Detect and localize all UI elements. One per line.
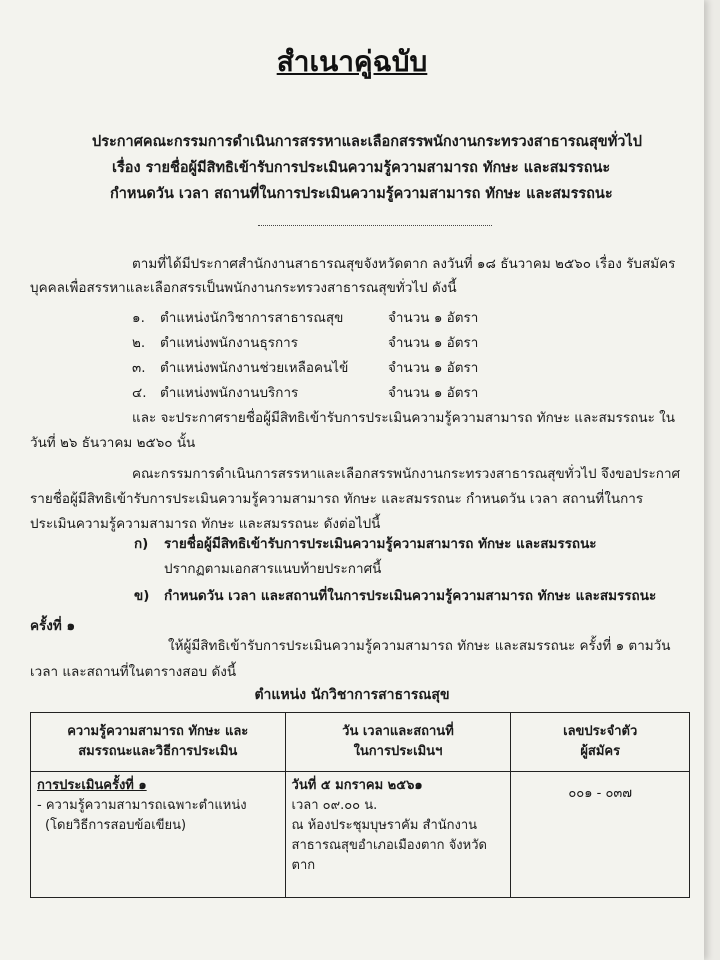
exam-place-line-1: ณ ห้องประชุมบุษราคัม สำนักงาน xyxy=(291,818,478,833)
position-name-1: ตำแหน่งนักวิชาการสาธารณสุข xyxy=(160,310,344,326)
position-title: ตำแหน่ง นักวิชาการสาธารณสุข xyxy=(254,687,450,703)
paragraph-3-line-2: รายชื่อผู้มีสิทธิเข้ารับการประเมินความรู้ความสามารถ ทักษะ และสมรรถนะ กำหนดวัน เวลา สถานที่ในการ xyxy=(30,491,644,507)
paragraph-2-line-1: และ จะประกาศรายชื่อผู้มีสิทธิเข้ารับการประเมินความรู้ความสามารถ ทักษะ และสมรรถนะ ใน xyxy=(132,410,675,426)
separator-line xyxy=(258,225,492,226)
position-count-3: จำนวน ๑ อัตรา xyxy=(388,360,479,376)
position-name-3: ตำแหน่งพนักงานช่วยเหลือคนไข้ xyxy=(160,360,349,376)
position-count-4: จำนวน ๑ อัตรา xyxy=(388,385,479,401)
position-name-2: ตำแหน่งพนักงานธุรการ xyxy=(160,335,298,351)
exam-place-line-3: ตาก xyxy=(291,858,316,873)
round-label: การประเมินครั้งที่ ๑ xyxy=(37,778,147,793)
paragraph-4-line-2: เวลา และสถานที่ในตารางสอบ ดังนี้ xyxy=(30,664,237,680)
header-subject: เรื่อง รายชื่อผู้มีสิทธิเข้ารับการประเมินความรู้ความสามารถ ทักษะ และสมรรถนะ xyxy=(112,160,611,176)
paragraph-2-line-2: วันที่ ๒๖ ธันวาคม ๒๕๖๐ นั้น xyxy=(30,435,196,451)
exam-time: เวลา ๐๙.๐๐ น. xyxy=(291,798,378,813)
column-header-applicant-id: เลขประจำตัว ผู้สมัคร xyxy=(511,713,690,772)
paragraph-3-line-1: คณะกรรมการดำเนินการสรรหาและเลือกสรรพนักงานกระทรวงสาธารณสุขทั่วไป จึงขอประกาศ xyxy=(132,466,681,482)
paragraph-4-line-1: ให้ผู้มีสิทธิเข้ารับการประเมินความรู้ความสามารถ ทักษะ และสมรรถนะ ครั้งที่ ๑ ตามวัน xyxy=(168,638,671,654)
item-b-line-1: กำหนดวัน เวลา และสถานที่ในการประเมินความรู้ความสามารถ ทักษะ และสมรรถนะ xyxy=(164,588,657,604)
position-name-4: ตำแหน่งพนักงานบริการ xyxy=(160,385,299,401)
paragraph-1-line-1: ตามที่ได้มีประกาศสำนักงานสาธารณสุขจังหวัดตาก ลงวันที่ ๑๘ ธันวาคม ๒๕๖๐ เรื่อง รับสมัคร xyxy=(132,256,676,272)
exam-date: วันที่ ๕ มกราคม ๒๕๖๑ xyxy=(291,778,423,793)
column-header-competency: ความรู้ความสามารถ ทักษะ และ สมรรถนะและวิธีการประเมิน xyxy=(31,713,286,772)
exam-place-line-2: สาธารณสุขอำเภอเมืองตาก จังหวัด xyxy=(291,838,487,853)
column-header-date-place: วัน เวลาและสถานที่ ในการประเมินฯ xyxy=(285,713,511,772)
item-a-line-1: รายชื่อผู้มีสิทธิเข้ารับการประเมินความรู้ความสามารถ ทักษะ และสมรรถนะ xyxy=(164,536,597,552)
item-b-line-2: ครั้งที่ ๑ xyxy=(30,618,76,634)
header-line-1: ประกาศคณะกรรมการดำเนินการสรรหาและเลือกสรรพนักงานกระทรวงสาธารณสุขทั่วไป xyxy=(92,134,642,150)
table-row xyxy=(31,772,690,898)
header-line-3: กำหนดวัน เวลา สถานที่ในการประเมินความรู้ความสามารถ ทักษะ และสมรรถนะ xyxy=(110,186,613,202)
copy-stamp: สำเนาคู่ฉบับ xyxy=(276,45,428,78)
cell-date-place xyxy=(285,772,511,898)
paragraph-3-line-3: ประเมินความรู้ความสามารถ ทักษะ และสมรรถนะ ดังต่อไปนี้ xyxy=(30,516,381,532)
position-num-1: ๑. xyxy=(132,310,145,326)
cell-applicant-ids xyxy=(511,772,690,898)
paragraph-1-line-2: บุคคลเพื่อสรรหาและเลือกสรรเป็นพนักงานกระทรวงสาธารณสุขทั่วไป ดังนี้ xyxy=(30,280,457,296)
position-num-4: ๔. xyxy=(132,385,147,401)
cell-competency xyxy=(31,772,286,898)
position-count-2: จำนวน ๑ อัตรา xyxy=(388,335,479,351)
table-header-row xyxy=(31,713,690,772)
position-count-1: จำนวน ๑ อัตรา xyxy=(388,310,479,326)
position-num-3: ๓. xyxy=(132,360,146,376)
applicant-id-range: ๐๐๑ - ๐๓๗ xyxy=(568,786,633,801)
exam-item-line-1: - ความรู้ความสามารถเฉพาะตำแหน่ง xyxy=(37,798,247,813)
position-num-2: ๒. xyxy=(132,335,146,351)
item-b-label: ข) xyxy=(134,588,150,604)
exam-item-line-2: (โดยวิธีการสอบข้อเขียน) xyxy=(45,818,187,833)
item-a-line-2: ปรากฏตามเอกสารแนบท้ายประกาศนี้ xyxy=(164,561,382,577)
exam-schedule-table xyxy=(30,712,690,898)
item-a-label: ก) xyxy=(134,536,149,552)
